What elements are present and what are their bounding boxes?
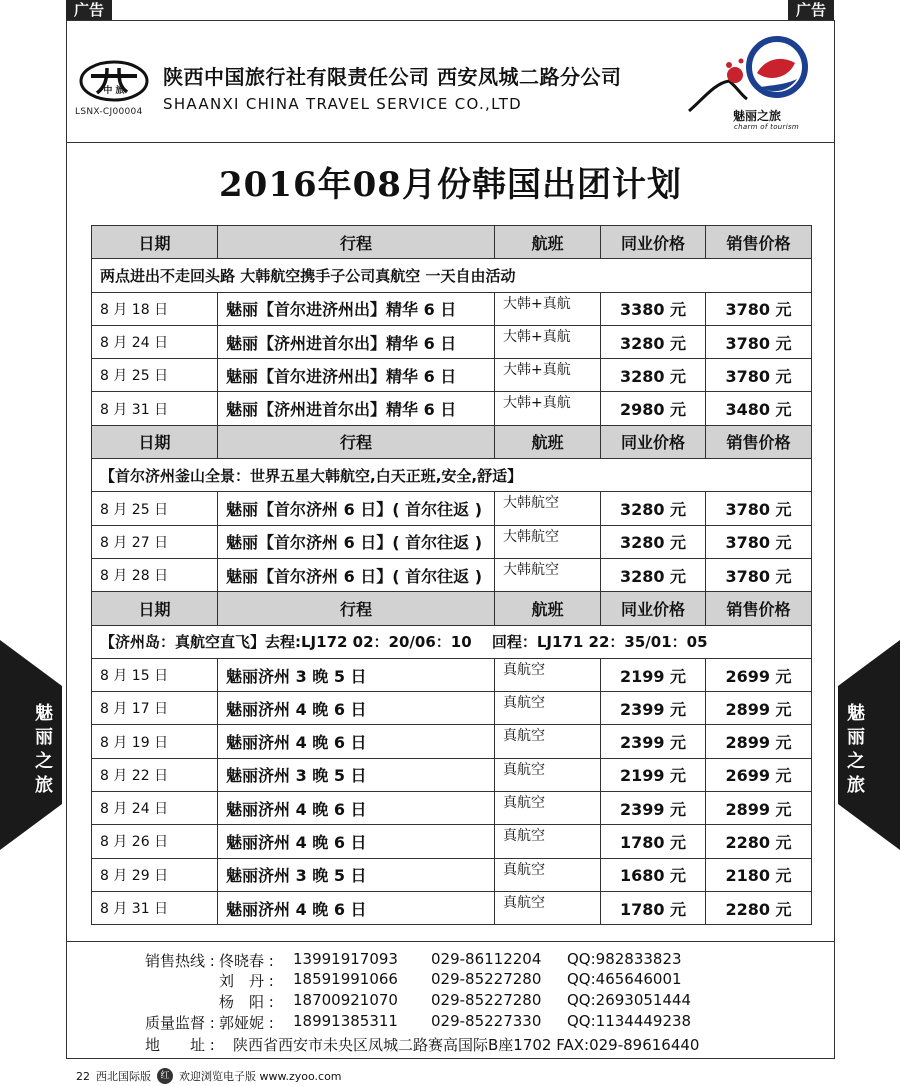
cell-flight: 大韩航空	[495, 558, 601, 591]
table-row	[92, 492, 812, 525]
cell-trade: 2199 元	[601, 658, 706, 691]
cell-retail: 3780 元	[706, 292, 812, 325]
cell-route: 魅丽济州 4 晚 6 日	[218, 792, 495, 825]
table-row	[92, 558, 812, 591]
company-header	[67, 21, 834, 143]
cts-logo-text: 中 旅	[103, 86, 125, 96]
cell-trade: 3280 元	[601, 558, 706, 591]
cell-retail: 3780 元	[706, 325, 812, 358]
contact-qq: QQ:982833823	[567, 950, 682, 968]
cts-logo-icon	[79, 59, 149, 103]
table-row	[92, 658, 812, 691]
contact-phone: 029-85227330	[431, 1012, 542, 1030]
cell-retail: 3780 元	[706, 558, 812, 591]
cell-trade: 3280 元	[601, 525, 706, 558]
cell-date: 8 月 25 日	[92, 359, 218, 392]
cell-trade: 3280 元	[601, 359, 706, 392]
cell-retail: 3780 元	[706, 525, 812, 558]
cell-flight: 大韩+真航	[495, 325, 601, 358]
column-header-retail: 销售价格	[706, 226, 812, 259]
contact-phone: 029-85227280	[431, 991, 542, 1009]
cell-retail: 2699 元	[706, 758, 812, 791]
cell-route: 魅丽【首尔进济州出】精华 6 日	[218, 359, 495, 392]
cell-trade: 2399 元	[601, 692, 706, 725]
section-note: 【济州岛：真航空直飞】去程:LJ172 02：20/06：10 回程：LJ171 22：35/01：05	[92, 625, 812, 658]
edition-badge-icon: 红	[157, 1068, 173, 1084]
cell-flight: 大韩+真航	[495, 292, 601, 325]
column-header-flight: 航班	[495, 425, 601, 458]
table-row	[92, 825, 812, 858]
contact-name: 刘 丹 :	[219, 972, 274, 990]
page-number: 22	[76, 1069, 90, 1083]
contact-label: 质量监督 :	[145, 1014, 215, 1032]
cell-route: 魅丽【济州进首尔出】精华 6 日	[218, 392, 495, 425]
contact-phone: 029-85227280	[431, 970, 542, 988]
cell-trade: 3280 元	[601, 492, 706, 525]
cell-date: 8 月 22 日	[92, 758, 218, 791]
cell-date: 8 月 19 日	[92, 725, 218, 758]
cell-retail: 2899 元	[706, 725, 812, 758]
cell-route: 魅丽【首尔济州 6 日】( 首尔往返 )	[218, 492, 495, 525]
cell-route: 魅丽济州 3 晚 5 日	[218, 658, 495, 691]
table-header-row	[92, 425, 812, 458]
column-header-retail: 销售价格	[706, 425, 812, 458]
column-header-date: 日期	[92, 425, 218, 458]
side-tab-right-label: 魅丽之旅	[847, 703, 865, 796]
contact-qq: QQ:1134449238	[567, 1012, 692, 1030]
table-row	[92, 858, 812, 891]
table-row	[92, 525, 812, 558]
cell-date: 8 月 28 日	[92, 558, 218, 591]
table-row	[92, 325, 812, 358]
cell-flight: 真航空	[495, 858, 601, 891]
column-header-flight: 航班	[495, 226, 601, 259]
cell-flight: 真航空	[495, 758, 601, 791]
contact-name: 佟晓春 :	[219, 952, 274, 970]
cell-flight: 大韩航空	[495, 492, 601, 525]
column-header-route: 行程	[218, 425, 495, 458]
cell-trade: 1680 元	[601, 858, 706, 891]
address-label: 地 址 :	[145, 1036, 215, 1054]
cell-date: 8 月 25 日	[92, 492, 218, 525]
page-title: 2016年08月份韩国出团计划	[219, 165, 682, 205]
cell-route: 魅丽济州 4 晚 6 日	[218, 725, 495, 758]
section-note: 两点进出不走回头路 大韩航空携手子公司真航空 一天自由活动	[92, 259, 812, 292]
table-row	[92, 292, 812, 325]
cell-route: 魅丽【首尔济州 6 日】( 首尔往返 )	[218, 525, 495, 558]
cell-date: 8 月 24 日	[92, 325, 218, 358]
column-header-date: 日期	[92, 592, 218, 625]
cell-flight: 真航空	[495, 792, 601, 825]
brand-name-en: charm of tourism	[734, 123, 800, 131]
cell-date: 8 月 31 日	[92, 891, 218, 924]
address-value: 陕西省西安市未央区凤城二路赛高国际B座1702 FAX:029-89616440	[233, 1036, 700, 1054]
cell-retail: 2899 元	[706, 692, 812, 725]
contact-label: 销售热线 :	[145, 952, 215, 970]
edition-name: 西北国际版	[96, 1070, 151, 1083]
contact-qq: QQ:465646001	[567, 970, 682, 988]
column-header-trade: 同业价格	[601, 226, 706, 259]
cell-date: 8 月 26 日	[92, 825, 218, 858]
cell-date: 8 月 18 日	[92, 292, 218, 325]
page-frame	[66, 20, 835, 1059]
cell-date: 8 月 17 日	[92, 692, 218, 725]
cell-trade: 2199 元	[601, 758, 706, 791]
cell-retail: 2280 元	[706, 825, 812, 858]
table-row	[92, 359, 812, 392]
cell-date: 8 月 27 日	[92, 525, 218, 558]
section-note-row	[92, 459, 812, 492]
column-header-flight: 航班	[495, 592, 601, 625]
cell-trade: 1780 元	[601, 825, 706, 858]
cell-route: 魅丽济州 4 晚 6 日	[218, 825, 495, 858]
cell-route: 魅丽【济州进首尔出】精华 6 日	[218, 325, 495, 358]
column-header-route: 行程	[218, 592, 495, 625]
welcome-link[interactable]: 欢迎浏览电子版 www.zyoo.com	[179, 1070, 342, 1083]
column-header-retail: 销售价格	[706, 592, 812, 625]
column-header-trade: 同业价格	[601, 592, 706, 625]
brand-name-cn: 魅丽之旅	[733, 109, 782, 123]
cell-route: 魅丽济州 4 晚 6 日	[218, 891, 495, 924]
cell-route: 魅丽济州 3 晚 5 日	[218, 858, 495, 891]
table-header-row	[92, 592, 812, 625]
cell-route: 魅丽济州 4 晚 6 日	[218, 692, 495, 725]
side-tab-left	[0, 640, 62, 850]
contact-name: 杨 阳 :	[219, 993, 274, 1011]
cell-route: 魅丽【首尔济州 6 日】( 首尔往返 )	[218, 558, 495, 591]
tour-schedule-table	[91, 225, 812, 925]
cell-retail: 3480 元	[706, 392, 812, 425]
contact-mobile: 18700921070	[293, 991, 398, 1009]
side-tab-right	[838, 640, 900, 850]
cell-trade: 3280 元	[601, 325, 706, 358]
cell-retail: 2699 元	[706, 658, 812, 691]
cell-flight: 真航空	[495, 658, 601, 691]
cell-retail: 2899 元	[706, 792, 812, 825]
cell-retail: 3780 元	[706, 359, 812, 392]
cell-flight: 真航空	[495, 692, 601, 725]
contact-phone: 029-86112204	[431, 950, 542, 968]
cell-flight: 真航空	[495, 891, 601, 924]
cell-trade: 2399 元	[601, 792, 706, 825]
license-number: LSNX-CJ00004	[75, 107, 143, 117]
page-footer	[76, 1068, 342, 1084]
contact-mobile: 18591991066	[293, 970, 398, 988]
column-header-trade: 同业价格	[601, 425, 706, 458]
cell-flight: 真航空	[495, 825, 601, 858]
cell-date: 8 月 24 日	[92, 792, 218, 825]
cell-route: 魅丽【首尔进济州出】精华 6 日	[218, 292, 495, 325]
table-row	[92, 692, 812, 725]
cell-retail: 2180 元	[706, 858, 812, 891]
cell-date: 8 月 29 日	[92, 858, 218, 891]
company-name-cn: 陕西中国旅行社有限责任公司 西安凤城二路分公司	[163, 65, 622, 89]
table-row	[92, 891, 812, 924]
cell-date: 8 月 15 日	[92, 658, 218, 691]
contact-name: 郭娅妮 :	[219, 1014, 274, 1032]
cell-flight: 大韩航空	[495, 525, 601, 558]
table-header-row	[92, 226, 812, 259]
cell-flight: 真航空	[495, 725, 601, 758]
contact-mobile: 18991385311	[293, 1012, 398, 1030]
table-row	[92, 792, 812, 825]
cell-date: 8 月 31 日	[92, 392, 218, 425]
section-note-row	[92, 259, 812, 292]
section-note: 【首尔济州釜山全景：世界五星大韩航空,白天正班,安全,舒适】	[92, 459, 812, 492]
table-row	[92, 725, 812, 758]
ad-label-right: 广告	[788, 0, 834, 20]
cell-trade: 2399 元	[601, 725, 706, 758]
table-row	[92, 758, 812, 791]
cell-route: 魅丽济州 3 晚 5 日	[218, 758, 495, 791]
cell-trade: 1780 元	[601, 891, 706, 924]
ad-label-left: 广告	[66, 0, 112, 20]
section-note-row	[92, 625, 812, 658]
cell-retail: 3780 元	[706, 492, 812, 525]
cell-retail: 2280 元	[706, 891, 812, 924]
side-tab-left-label: 魅丽之旅	[35, 703, 53, 796]
cell-trade: 2980 元	[601, 392, 706, 425]
cell-trade: 3380 元	[601, 292, 706, 325]
company-name-en: SHAANXI CHINA TRAVEL SERVICE CO.,LTD	[163, 95, 523, 113]
cell-flight: 大韩+真航	[495, 359, 601, 392]
contact-section	[67, 941, 834, 1060]
table-row	[92, 392, 812, 425]
column-header-date: 日期	[92, 226, 218, 259]
contact-qq: QQ:2693051444	[567, 991, 692, 1009]
cell-flight: 大韩+真航	[495, 392, 601, 425]
column-header-route: 行程	[218, 226, 495, 259]
contact-mobile: 13991917093	[293, 950, 398, 968]
